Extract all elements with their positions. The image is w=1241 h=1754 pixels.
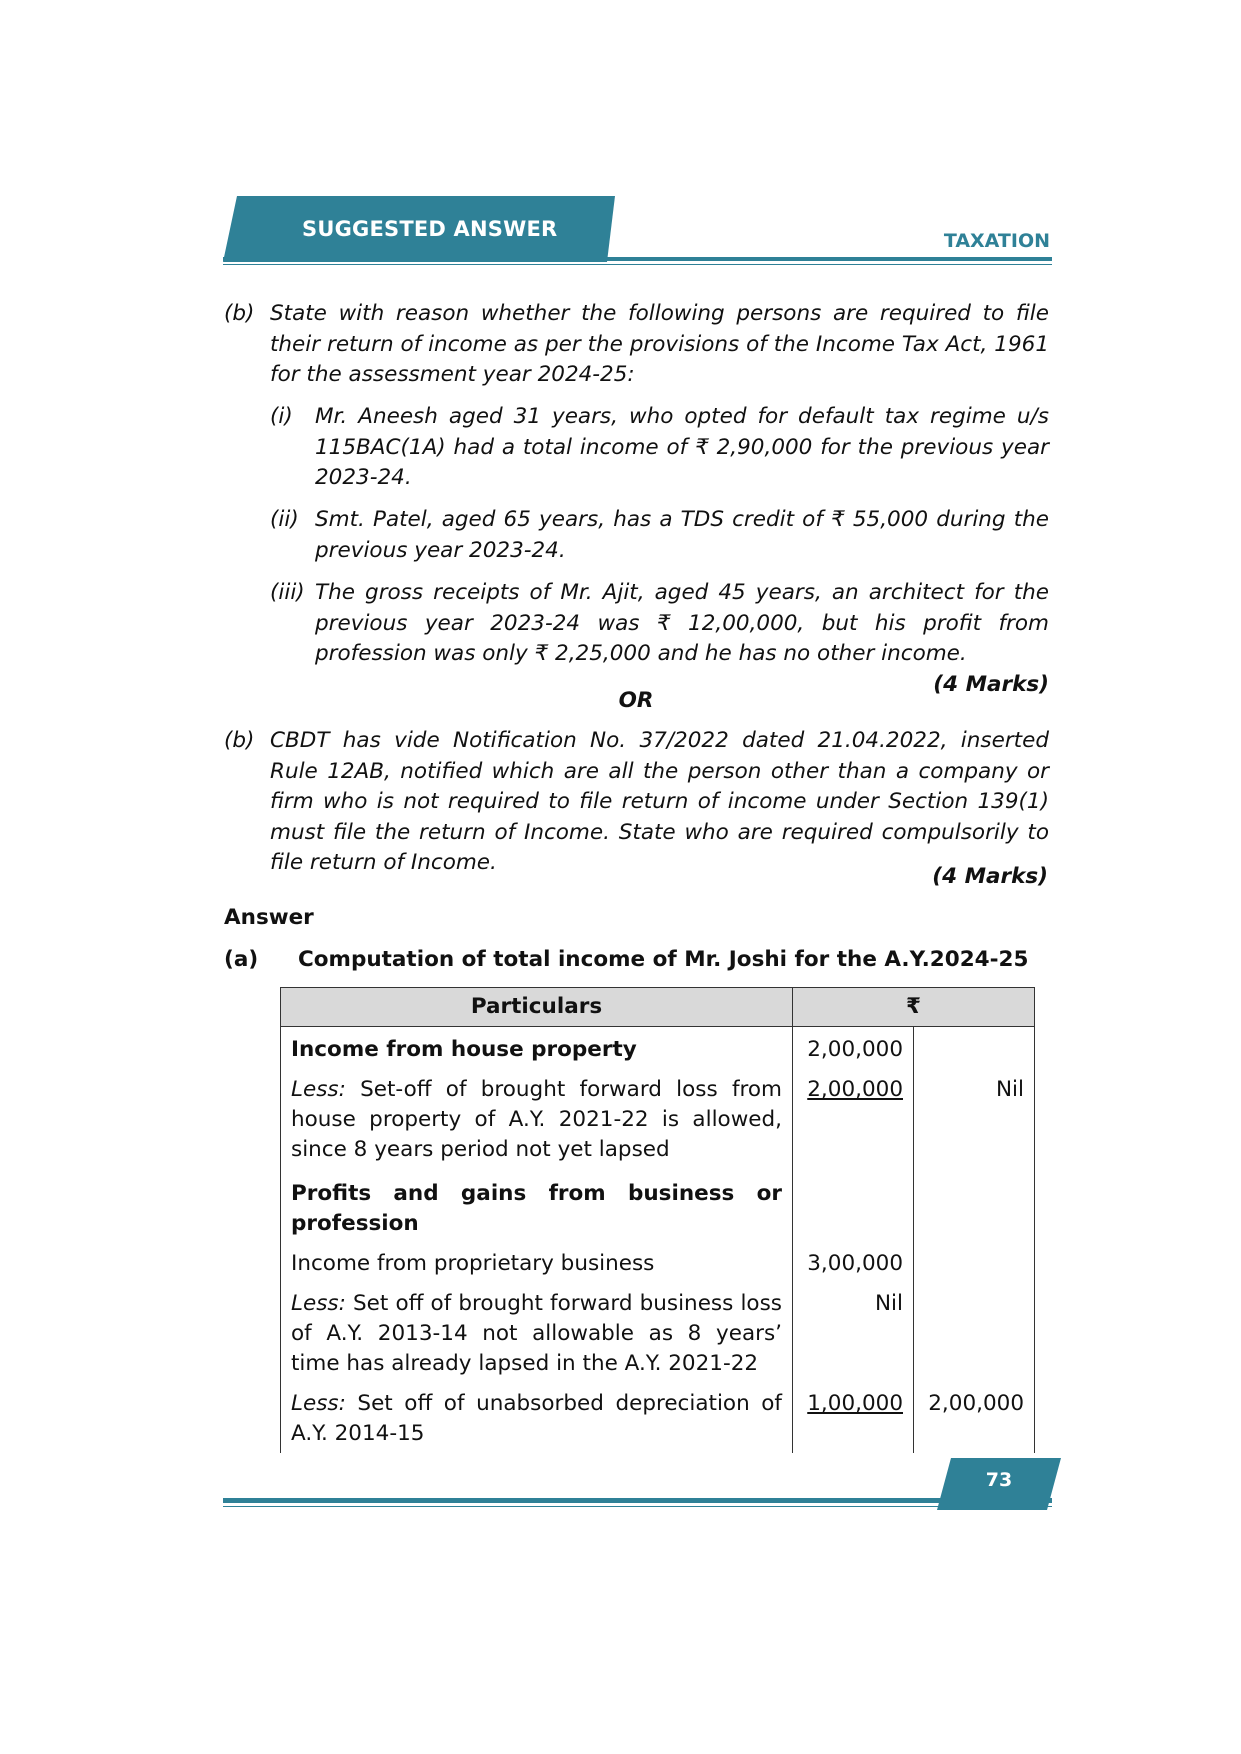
row-label bbox=[281, 1069, 793, 1169]
row-text: Set off of unabsorbed depreciation of A.Y. 2014-15 bbox=[291, 1391, 782, 1446]
sub-question-label: (iii) bbox=[270, 580, 305, 605]
row-label bbox=[281, 1283, 793, 1383]
header-tab-label: SUGGESTED ANSWER bbox=[302, 217, 558, 241]
answer-heading: Answer bbox=[224, 905, 314, 930]
table-row bbox=[281, 1169, 1035, 1243]
sub-question-label: (ii) bbox=[270, 507, 299, 532]
row-value: 2,00,000 bbox=[807, 1077, 903, 1102]
sub-question-text: Mr. Aneesh aged 31 years, who opted for default tax regime u/s 115BAC(1A) had a total income of ₹ 2,90,000 for the previous year 2023-24. bbox=[315, 404, 1049, 490]
header-rupee: ₹ bbox=[793, 988, 1035, 1027]
sub-question-label: (i) bbox=[270, 404, 293, 429]
row-total: 2,00,000 bbox=[914, 1383, 1035, 1453]
question-text: CBDT has vide Notification No. 37/2022 dated 21.04.2022, inserted Rule 12AB, notified which are all the person other than a company or firm who is not required to file return of income under Section 139(1) must file the return of Income. State who are required compulsorily to file return of Income. bbox=[270, 728, 1049, 875]
less-label: Less: bbox=[291, 1391, 346, 1416]
row-label: Profits and gains from business or profession bbox=[281, 1169, 793, 1243]
less-label: Less: bbox=[291, 1077, 346, 1102]
row-total bbox=[914, 1283, 1035, 1383]
row-text: Set off of brought forward business loss of A.Y. 2013-14 not allowable as 8 years’ time has already lapsed in the A.Y. 2021-22 bbox=[291, 1291, 782, 1376]
answer-part-title: Computation of total income of Mr. Joshi for the A.Y.2024-25 bbox=[298, 947, 1029, 972]
question-b-alt bbox=[224, 726, 1049, 879]
sub-question-text: Smt. Patel, aged 65 years, has a TDS credit of ₹ 55,000 during the previous year 2023-24. bbox=[315, 507, 1049, 563]
footer-rule bbox=[223, 1498, 1052, 1503]
row-label bbox=[281, 1383, 793, 1453]
answer-part-label: (a) bbox=[224, 947, 259, 972]
row-value bbox=[793, 1169, 914, 1243]
row-value: 3,00,000 bbox=[793, 1243, 914, 1283]
marks-label: (4 Marks) bbox=[933, 671, 1049, 697]
row-total bbox=[914, 1027, 1035, 1070]
sub-question-iii bbox=[270, 578, 1049, 700]
marks-label: (4 Marks) bbox=[932, 864, 1048, 889]
row-value: Nil bbox=[793, 1283, 914, 1383]
row-value: 2,00,000 bbox=[793, 1027, 914, 1070]
table-row bbox=[281, 1383, 1035, 1453]
question-label: (b) bbox=[224, 301, 255, 326]
table-row bbox=[281, 1069, 1035, 1169]
sub-question-text-wrap bbox=[315, 578, 1049, 697]
question-b bbox=[224, 299, 1049, 391]
table-row bbox=[281, 1027, 1035, 1070]
row-label: Income from proprietary business bbox=[281, 1243, 793, 1283]
header-particulars: Particulars bbox=[281, 988, 793, 1027]
header-rule-thin bbox=[223, 264, 1052, 265]
question-label: (b) bbox=[224, 728, 255, 753]
table-row bbox=[281, 1283, 1035, 1383]
or-separator: OR bbox=[618, 688, 654, 713]
row-text: Set-off of brought forward loss from house property of A.Y. 2021-22 is allowed, since 8 years period not yet lapsed bbox=[291, 1077, 782, 1162]
table-header-row bbox=[281, 988, 1035, 1027]
sub-question-text: The gross receipts of Mr. Ajit, aged 45 years, an architect for the previous year 2023-24 was ₹ 12,00,000, but his profit from profession was only ₹ 2,25,000 and he has no other income. bbox=[315, 580, 1049, 666]
sub-question-ii bbox=[270, 505, 1049, 566]
page-number: 73 bbox=[985, 1469, 1013, 1491]
row-total bbox=[914, 1243, 1035, 1283]
header-rule bbox=[223, 257, 1052, 261]
row-label: Income from house property bbox=[281, 1027, 793, 1070]
question-text: State with reason whether the following persons are required to file their return of income as per the provisions of the Income Tax Act, 1961 for the assessment year 2024-25: bbox=[270, 301, 1049, 387]
table-row bbox=[281, 1243, 1035, 1283]
computation-table bbox=[280, 987, 1035, 1453]
row-total bbox=[914, 1169, 1035, 1243]
subject-title: TAXATION bbox=[943, 230, 1050, 252]
sub-question-i bbox=[270, 402, 1049, 494]
row-total: Nil bbox=[914, 1069, 1035, 1169]
row-value: 1,00,000 bbox=[807, 1391, 903, 1416]
less-label: Less: bbox=[291, 1291, 346, 1316]
footer-rule-thin bbox=[223, 1506, 1052, 1507]
